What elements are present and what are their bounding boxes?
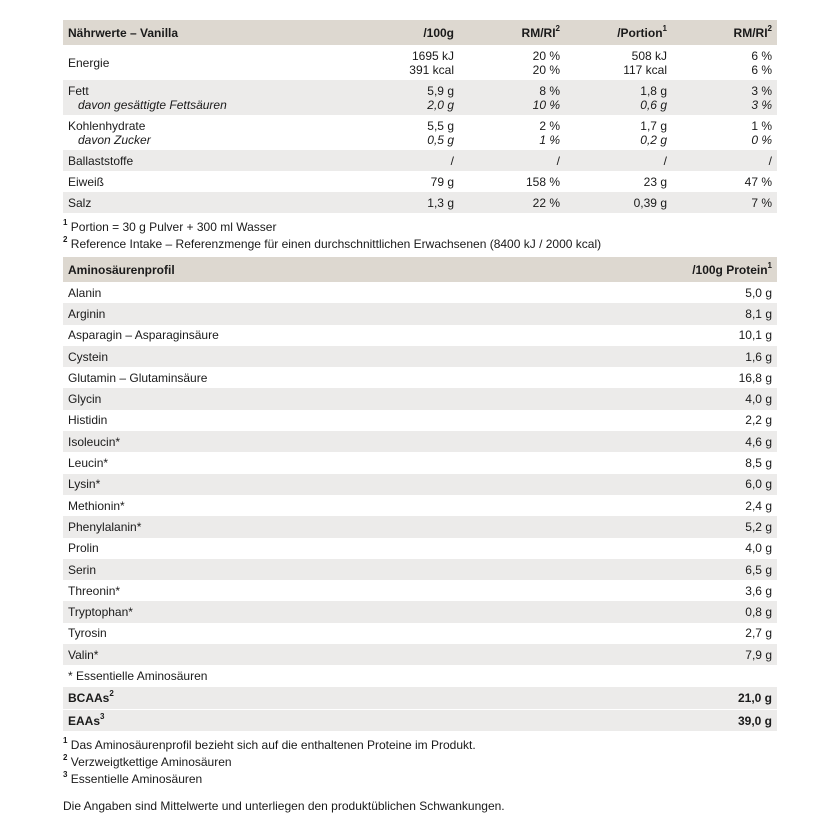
amino-row xyxy=(63,559,777,580)
cell: 5,9 g 2,0 g xyxy=(311,80,459,115)
amino-row xyxy=(63,538,777,559)
cell: 5,5 g 0,5 g xyxy=(311,115,459,150)
amino-name: Valin* xyxy=(63,644,563,665)
nutrition-row-kohlenhydrate xyxy=(63,115,777,150)
amino-row xyxy=(63,367,777,388)
amino-name: Glutamin – Glutaminsäure xyxy=(63,367,563,388)
row-label: Eiweiß xyxy=(63,171,311,192)
row-label: Ballaststoffe xyxy=(63,150,311,171)
amino-row xyxy=(63,580,777,601)
footnote: $^1$ Portion = 30 g Pulver + 300 ml Wasser xyxy=(63,218,277,234)
cell: 1,8 g 0,6 g xyxy=(565,80,672,115)
amino-value: 8,1 g xyxy=(563,303,777,324)
row-label: Kohlenhydrate davon Zucker xyxy=(63,115,311,150)
row-label: Salz xyxy=(63,192,311,213)
nutrition-header-label: Nährwerte – Vanilla xyxy=(63,20,311,45)
cell: 6 % 6 % xyxy=(672,45,777,80)
cell: 3 % 3 % xyxy=(672,80,777,115)
amino-name: Lysin* xyxy=(63,474,563,495)
amino-row xyxy=(63,303,777,324)
amino-value: 2,2 g xyxy=(563,410,777,431)
amino-value: 2,4 g xyxy=(563,495,777,516)
cell: 8 % 10 % xyxy=(459,80,565,115)
amino-name: Leucin* xyxy=(63,452,563,473)
header-per-portion: /Portion$^1$ xyxy=(565,20,672,45)
footnote: $^2$ Verzweigtkettige Aminosäuren xyxy=(63,753,232,770)
header-rm-ri-portion: $RM/RI^2$ xyxy=(672,20,777,45)
amino-name: Histidin xyxy=(63,410,563,431)
amino-row xyxy=(63,346,777,367)
amino-value: 6,5 g xyxy=(563,559,777,580)
amino-footnotes xyxy=(63,737,777,788)
footnote: $^1$ Das Aminosäurenprofil bezieht sich auf die enthaltenen Proteine im Produkt. xyxy=(63,736,476,753)
amino-name: Tryptophan* xyxy=(63,601,563,622)
amino-value: 1,6 g xyxy=(563,346,777,367)
amino-value: 5,0 g xyxy=(563,282,777,303)
cell: 1 % 0 % xyxy=(672,115,777,150)
amino-header-row xyxy=(63,257,777,282)
cell: 7 % xyxy=(672,192,777,213)
amino-row xyxy=(63,495,777,516)
disclaimer: Die Angaben sind Mittelwerte und unterliegen den produktüblichen Schwankungen. xyxy=(63,799,505,814)
amino-header-label: Aminosäurenprofil xyxy=(63,257,563,282)
amino-name: Prolin xyxy=(63,538,563,559)
amino-name: Alanin xyxy=(63,282,563,303)
eaa-value: 39,0 g xyxy=(563,709,777,731)
nutrition-footnotes xyxy=(63,219,777,253)
amino-name: Arginin xyxy=(63,303,563,324)
cell: / xyxy=(672,150,777,171)
cell: 158 % xyxy=(459,171,565,192)
nutrition-table xyxy=(63,20,777,213)
amino-value: 8,5 g xyxy=(563,452,777,473)
nutrition-row-eiweiss xyxy=(63,171,777,192)
amino-value: 7,9 g xyxy=(563,644,777,665)
cell: 47 % xyxy=(672,171,777,192)
cell: 0,39 g xyxy=(565,192,672,213)
cell: 1,3 g xyxy=(311,192,459,213)
bcaa-row xyxy=(63,687,777,709)
amino-row xyxy=(63,601,777,622)
amino-name: Asparagin – Asparaginsäure xyxy=(63,325,563,346)
amino-name: Isoleucin* xyxy=(63,431,563,452)
amino-row xyxy=(63,410,777,431)
footnote: $^2$ Reference Intake – Referenzmenge für einen durchschnittlichen Erwachsenen (8400 kJ / 2000 kcal) xyxy=(63,235,602,251)
cell: 20 % 20 % xyxy=(459,45,565,80)
nutrition-row-fett xyxy=(63,80,777,115)
amino-value: 10,1 g xyxy=(563,325,777,346)
amino-name: Phenylalanin* xyxy=(63,516,563,537)
bcaa-label: BCAAs$^2$ xyxy=(63,687,563,709)
header-per-100g: /100g xyxy=(311,20,459,45)
amino-row xyxy=(63,516,777,537)
amino-value: 3,6 g xyxy=(563,580,777,601)
nutrition-row-salz xyxy=(63,192,777,213)
amino-name: Cystein xyxy=(63,346,563,367)
cell: 23 g xyxy=(565,171,672,192)
essential-note-row xyxy=(63,665,777,687)
amino-row xyxy=(63,623,777,644)
cell: 1695 kJ 391 kcal xyxy=(311,45,459,80)
cell: / xyxy=(459,150,565,171)
amino-name: Methionin* xyxy=(63,495,563,516)
essential-note: * Essentielle Aminosäuren xyxy=(63,665,777,687)
amino-value: 4,0 g xyxy=(563,538,777,559)
amino-row xyxy=(63,644,777,665)
amino-row xyxy=(63,282,777,303)
amino-row xyxy=(63,452,777,473)
amino-row xyxy=(63,325,777,346)
amino-name: Serin xyxy=(63,559,563,580)
amino-row xyxy=(63,474,777,495)
nutrition-header-row xyxy=(63,20,777,45)
amino-value: 0,8 g xyxy=(563,601,777,622)
cell: / xyxy=(311,150,459,171)
amino-table xyxy=(63,257,777,731)
header-rm-ri: $RM/RI^2$ xyxy=(459,20,565,45)
cell: 22 % xyxy=(459,192,565,213)
nutrition-document xyxy=(63,20,777,815)
amino-value: 16,8 g xyxy=(563,367,777,388)
amino-value: 4,6 g xyxy=(563,431,777,452)
footnote: $^3$ Essentielle Aminosäuren xyxy=(63,770,203,787)
amino-value: 6,0 g xyxy=(563,474,777,495)
cell: 2 % 1 % xyxy=(459,115,565,150)
amino-name: Tyrosin xyxy=(63,623,563,644)
amino-value: 4,0 g xyxy=(563,388,777,409)
amino-value: 2,7 g xyxy=(563,623,777,644)
nutrition-row-energie xyxy=(63,45,777,80)
amino-header-value: /100g Protein$^1$ xyxy=(563,257,777,282)
amino-value: 5,2 g xyxy=(563,516,777,537)
amino-row xyxy=(63,388,777,409)
amino-name: Glycin xyxy=(63,388,563,409)
amino-name: Threonin* xyxy=(63,580,563,601)
eaa-label: EAAs$^3$ xyxy=(63,709,563,731)
cell: 508 kJ 117 kcal xyxy=(565,45,672,80)
nutrition-row-ballaststoffe xyxy=(63,150,777,171)
bcaa-value: 21,0 g xyxy=(563,687,777,709)
cell: / xyxy=(565,150,672,171)
row-label: Energie xyxy=(63,45,311,80)
cell: 79 g xyxy=(311,171,459,192)
row-label: Fett davon gesättigte Fettsäuren xyxy=(63,80,311,115)
amino-row xyxy=(63,431,777,452)
cell: 1,7 g 0,2 g xyxy=(565,115,672,150)
eaa-row xyxy=(63,709,777,731)
